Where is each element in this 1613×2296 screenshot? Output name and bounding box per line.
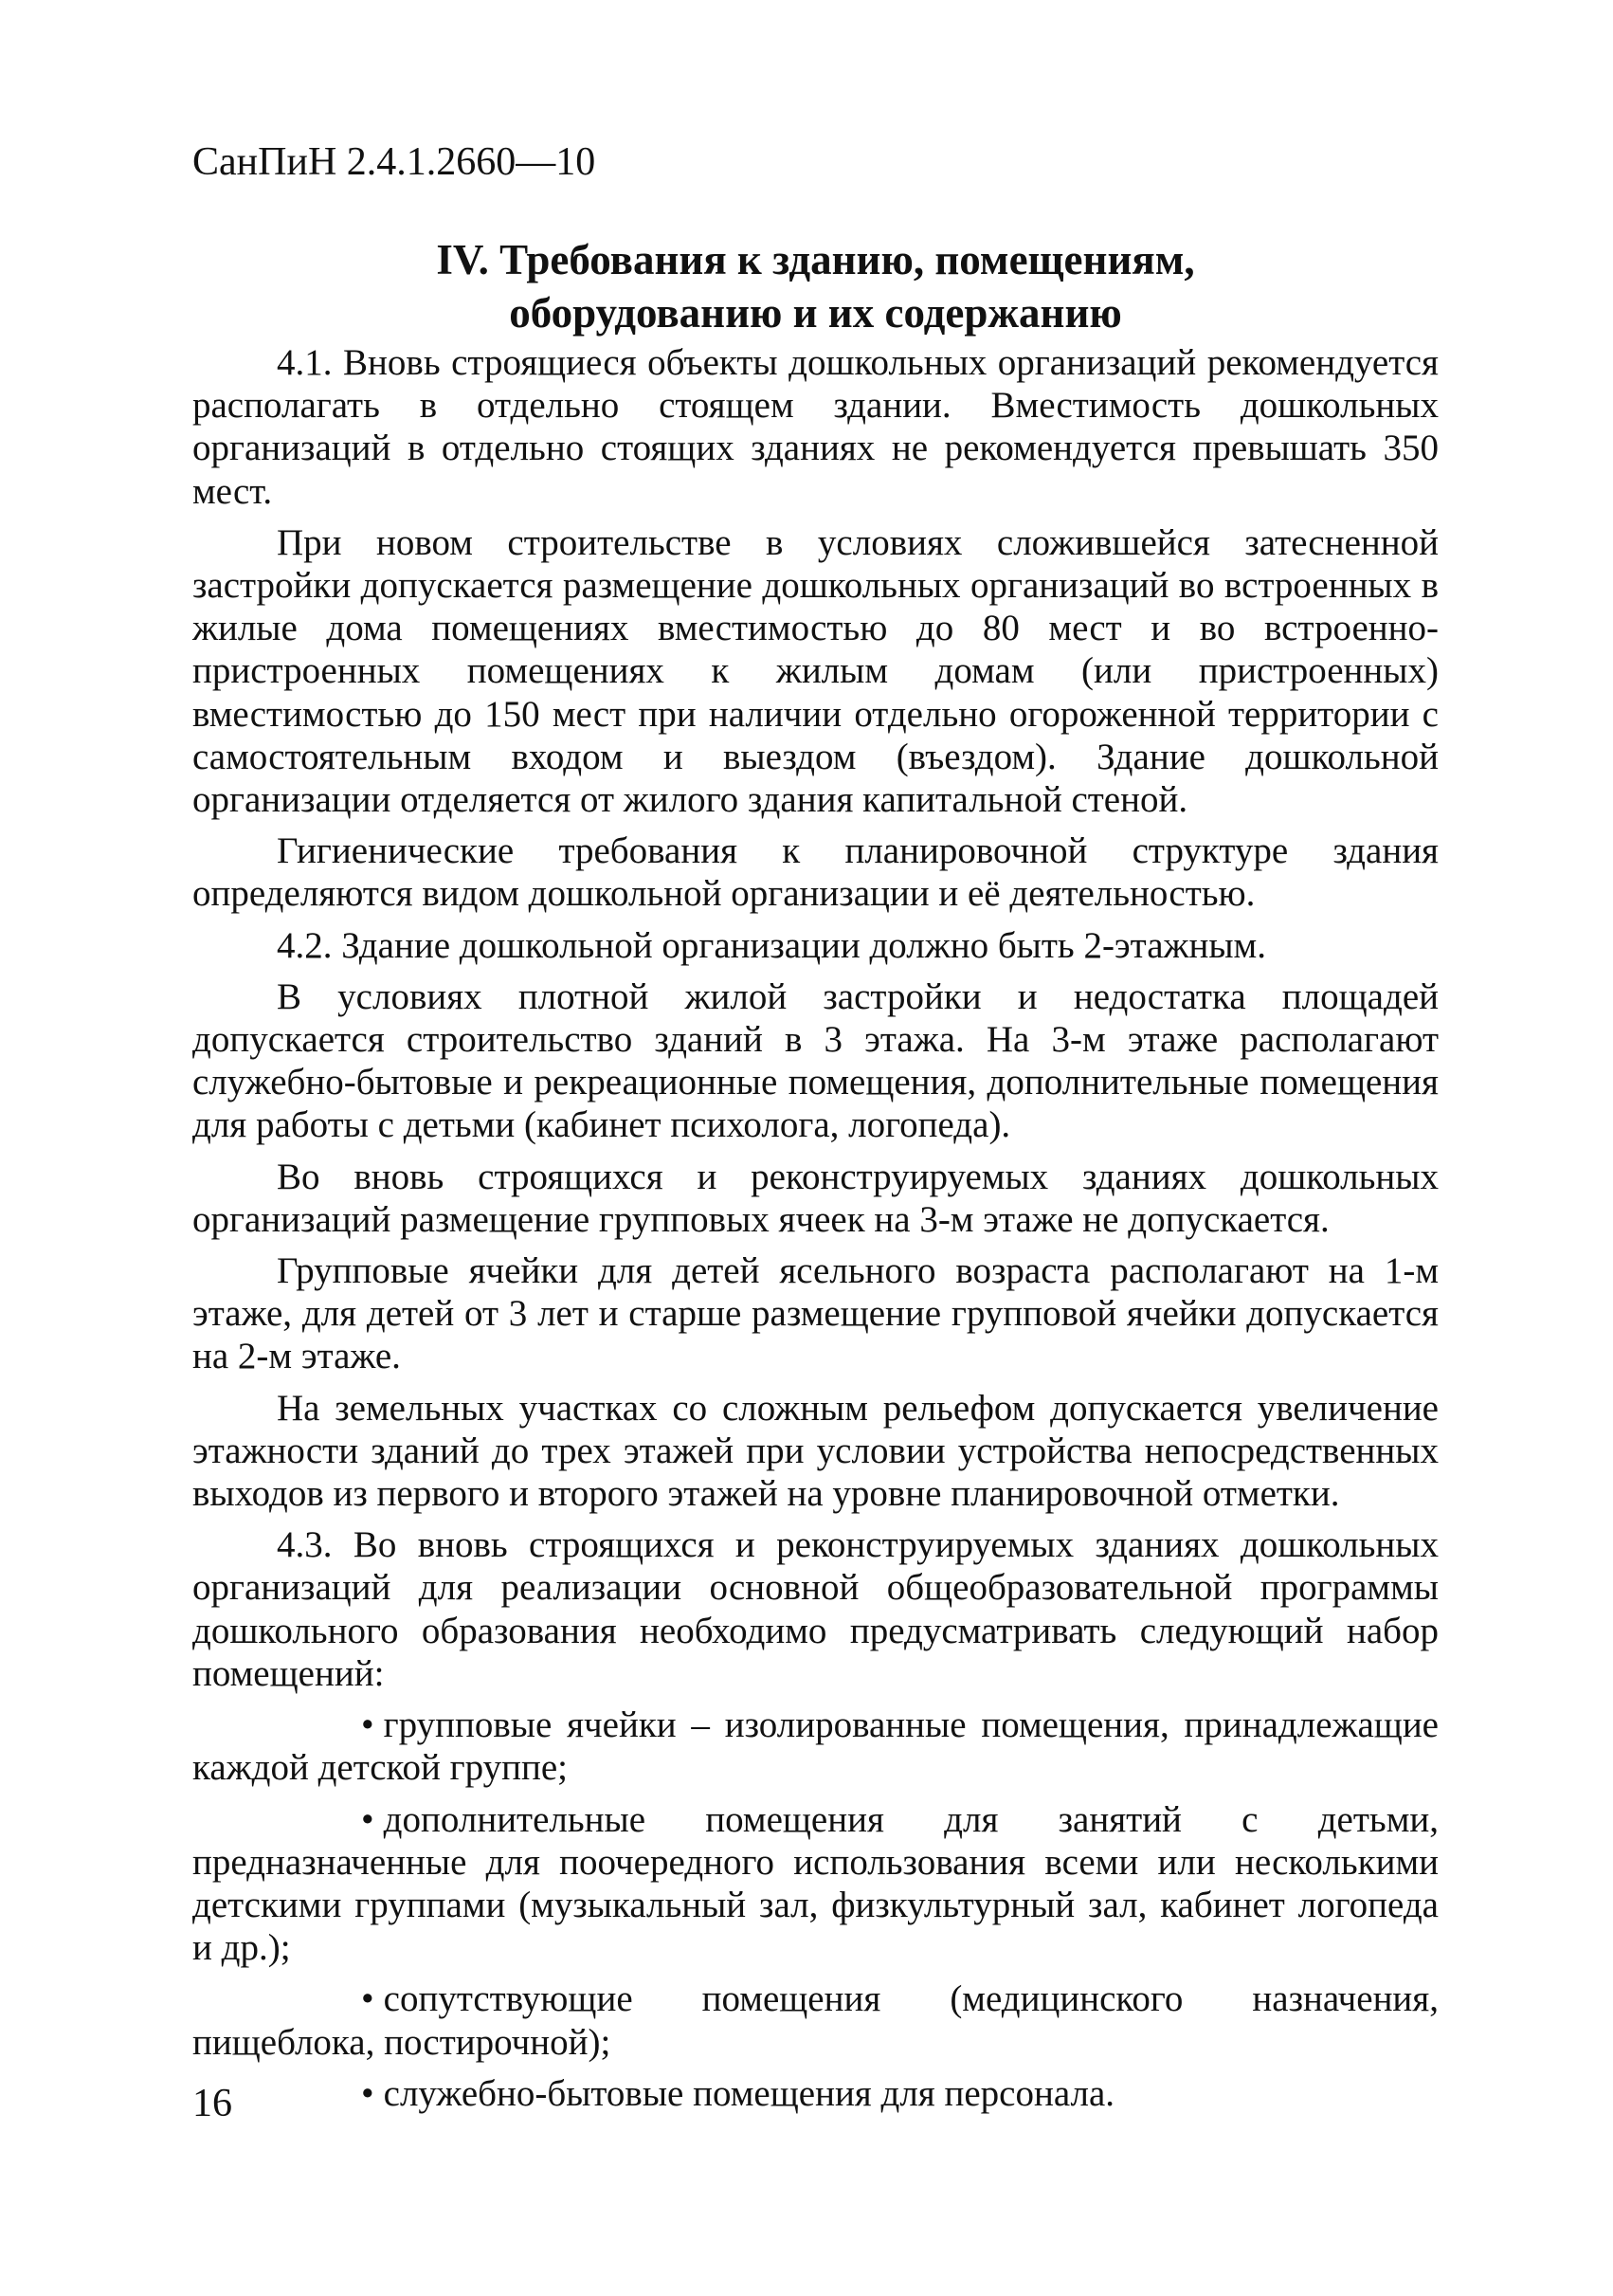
bullet-icon: • [361,2072,374,2114]
paragraph-4-1: 4.1. Вновь строящиеся объекты дошкольных организаций рекомендуется располагать в отдельно стоящем здании. Вместимость дошкольных организаций в отдельно стоящих зданиях не рекомендуется превышать 350 мест. [192,342,1439,512]
list-item-text: групповые ячейки – изолированные помещения, принадлежащие каждой детской группе; [192,1704,1439,1789]
list-item [192,1798,1439,1970]
list-item-text: дополнительные помещения для занятий с детьми, предназначенные для поочередного использования всеми или несколькими детскими группами (музыкальный зал, физкультурный зал, кабинет логопеда и др.); [192,1798,1439,1969]
list-item-text: служебно-бытовые помещения для персонала. [383,2072,1115,2114]
list-item [192,1977,1439,2063]
paragraph-built-in-premises: При новом строительстве в условиях сложившейся затесненной застройки допускается размещение дошкольных организаций во встроенных в жилые дома помещениях вместимостью до 80 мест и во встроенно-пристроенных помещениях к жилым домам (или пристроенных) вместимостью до 150 мест при наличии отдельно огороженной территории с самостоятельным входом и выездом (въездом). Здание дошкольной организации отделяется от жилого здания капитальной стеной. [192,521,1439,821]
list-item [192,2072,1439,2115]
page-number: 16 [192,2082,232,2125]
section-title [192,233,1439,339]
body-text [192,341,1439,2123]
bullet-icon: • [361,1798,374,1840]
running-head: СанПиН 2.4.1.2660—10 [192,140,596,184]
section-title-line-2: оборудованию и их содержанию [509,289,1122,337]
paragraph-4-2: 4.2. Здание дошкольной организации должно быть 2-этажным. [277,924,1266,966]
paragraph-hygienic-requirements: Гигиенические требования к планировочной структуре здания определяются видом дошкольной организации и её деятельностью. [192,830,1439,915]
paragraph-dense-development: В условиях плотной жилой застройки и недостатка площадей допускается строительство зданий в 3 этажа. На 3-м этаже располагают служебно-бытовые и рекреационные помещения, дополнительные помещения для работы с детьми (кабинет психолога, логопеда). [192,975,1439,1146]
bullet-icon: • [361,1978,374,2020]
paragraph-complex-relief: На земельных участках со сложным рельефом допускается увеличение этажности зданий до трех этажей при условии устройства непосредственных выходов из первого и второго этажей на уровне планировочной отметки. [192,1387,1439,1515]
paragraph-4-3: 4.3. Во вновь строящихся и реконструируемых зданиях дошкольных организаций для реализации основной общеобразовательной программы дошкольного образования необходимо предусматривать следующий набор помещений: [192,1524,1439,1694]
section-title-line-1: IV. Требования к зданию, помещениям, [436,236,1195,283]
list-item [192,1704,1439,1789]
paragraph-third-floor-restriction: Во вновь строящихся и реконструируемых зданиях дошкольных организаций размещение групповых ячеек на 3-м этаже не допускается. [192,1156,1439,1240]
paragraph-nursery-groups: Групповые ячейки для детей ясельного возраста располагают на 1-м этаже, для детей от 3 лет и старше размещение групповой ячейки допускается на 2-м этаже. [192,1250,1439,1377]
list-item-text: сопутствующие помещения (медицинского назначения, пищеблока, постирочной); [192,1978,1439,2063]
bullet-icon: • [361,1704,374,1746]
